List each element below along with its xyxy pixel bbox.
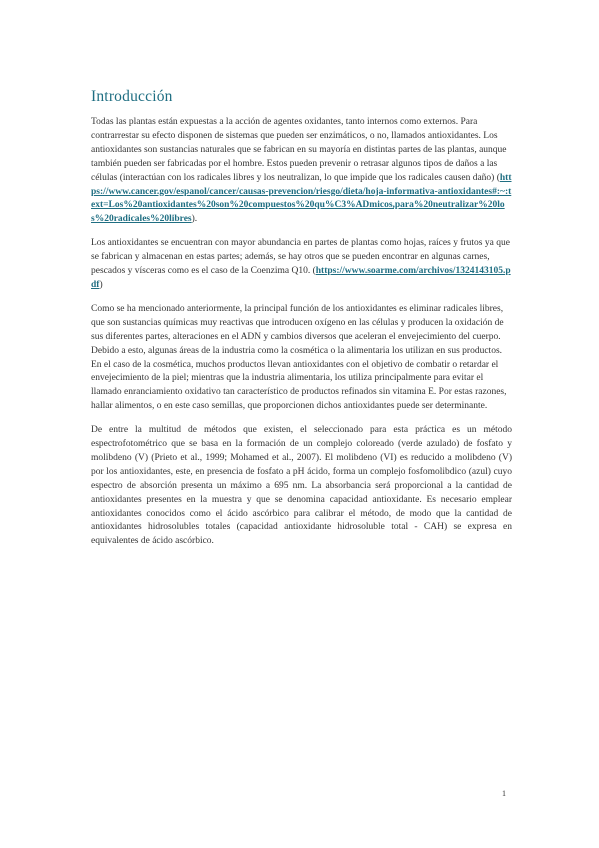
paragraph-1-text: Todas las plantas están expuestas a la acción de agentes oxidantes, tanto internos como externos. Para contrarrestar su efecto disponen de sistemas que pueden ser enzimáticos, o no, llamados antioxidantes. Los antioxidantes son sustancias naturales que se fabrican en su mayoría en distintas partes de las plantas, aunque también pueden ser fabricadas por el hombre. Estos pueden prevenir o retrasar algunos tipos de daños a las células (interactúan con los radicales libres y los neutralizan, lo que impide que los radicales causen daño) ( <box>91 117 507 183</box>
page-content <box>91 88 512 559</box>
soarme-pdf-link[interactable]: https://www.soarme.com/archivos/1324143105.pdf <box>91 266 511 290</box>
section-heading: Introducción <box>91 88 173 105</box>
paragraph-3: Como se ha mencionado anteriormente, la principal función de los antioxidantes es eliminar radicales libres, que son sustancias químicas muy reactivas que introducen oxígeno en las células y producen la oxidación de sus diferentes partes, alteraciones en el ADN y cambios diversos que aceleran el envejecimiento del cuerpo. Debido a esto, algunas áreas de la industria como la cosmética o la alimentaria los utilizan en sus productos. En el caso de la cosmética, muchos productos llevan antioxidantes con el objetivo de combatir o retardar el envejecimiento de la piel; mientras que la industria alimentaria, los utiliza principalmente para evitar el llamado enranciamiento oxidativo tan característico de productos refinados sin vitamina E. Por estas razones, hallar alimentos, o en este caso semillas, que proporcionen dichos antioxidantes puede ser determinante. <box>91 303 507 412</box>
paragraph-2 <box>91 237 512 293</box>
paragraph-1 <box>91 116 512 227</box>
cancer-gov-link[interactable]: https://www.cancer.gov/espanol/cancer/causas-prevencion/riesgo/dieta/hoja-informativa-antioxidantes#:~:text=Los%20antioxidantes%20son%20compuestos%20qu%C3%ADmicos,para%20neutralizar%20los%20radicales%20libres <box>91 172 512 225</box>
paragraph-2-text: Los antioxidantes se encuentran con mayor abundancia en partes de plantas como hojas, raíces y frutos ya que se fabrican y almacenan en estas partes; además, se hay otros que se pueden encontrar en algunas carnes, pescados y vísceras como es el caso de la Coenzima Q10. ( <box>91 238 510 277</box>
paragraph-1-closing: ). <box>191 214 198 225</box>
paragraph-4: De entre la multitud de métodos que existen, el seleccionado para esta práctica es un método espectrofotométrico que se basa en la formación de un complejo coloreado (verde azulado) de fosfato y molibdeno (V) (Prieto et al., 1999; Mohamed et al., 2007). El molibdeno (VI) es reducido a molibdeno (V) por los antioxidantes, este, en presencia de fosfato a pH ácido, forma un complejo fosfomolibdico (azul) cuyo espectro de absorción presenta un máximo a 695 nm. La absorbancia será proporcional a la cantidad de antioxidantes presentes en la muestra y que se denomina capacidad antioxidante. Es necesario emplear antioxidantes conocidos como el ácido ascórbico para calibrar el método, de modo que la cantidad de antioxidantes hidrosolubles totales (capacidad antioxidante hidrosoluble total - CAH) se expresa en equivalentes de ácido ascórbico. <box>91 425 512 547</box>
page-number: 1 <box>502 789 506 798</box>
paragraph-2-closing: ) <box>99 279 103 290</box>
